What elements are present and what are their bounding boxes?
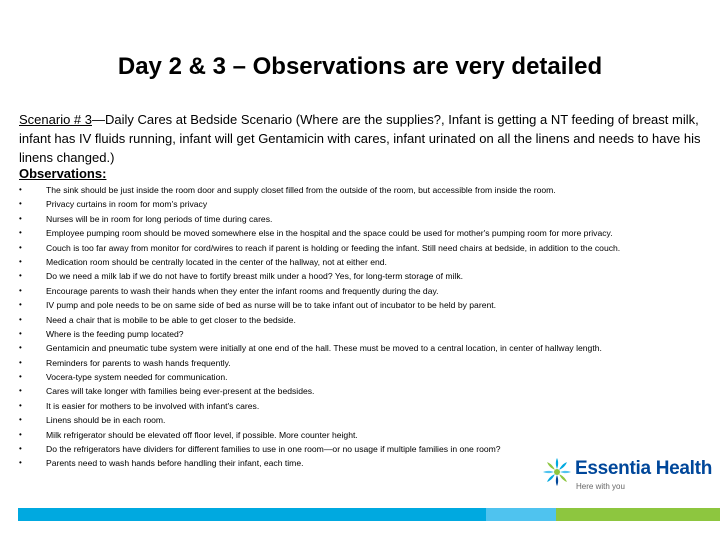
scenario-paragraph <box>19 110 709 167</box>
observation-item: • Employee pumping room should be moved somewhere else in the hospital and the space could be used for mother's pumping room for more privacy. <box>19 226 719 240</box>
observation-item: • Gentamicin and pneumatic tube system were initially at one end of the hall. These must be moved to a central location, in center of hallway length. <box>19 341 719 355</box>
scenario-text: —Daily Cares at Bedside Scenario (Where are the supplies?, Infant is getting a NT feeding of breast milk, infant has IV fluids running, infant will get Gentamicin with cares, infant urinated on all the linens and needs to have his linens changed.) <box>19 112 701 165</box>
observation-item: • Privacy curtains in room for mom's privacy <box>19 197 719 211</box>
observations-list <box>19 183 719 471</box>
footer-bar-light-blue <box>486 508 556 521</box>
observation-item: • Nurses will be in room for long periods of time during cares. <box>19 212 719 226</box>
logo-tagline: Here with you <box>576 482 625 491</box>
observation-item: • Encourage parents to wash their hands when they enter the infant rooms and frequently during the day. <box>19 284 719 298</box>
essentia-health-logo <box>542 455 717 495</box>
essentia-flower-icon <box>542 457 572 487</box>
observation-item: • It is easier for mothers to be involved with infant's cares. <box>19 399 719 413</box>
logo-name: Essentia Health <box>575 458 712 479</box>
observation-item: • Cares will take longer with families being ever-present at the bedsides. <box>19 384 719 398</box>
observation-item: • Need a chair that is mobile to be able to get closer to the bedside. <box>19 313 719 327</box>
observation-item: • Do the refrigerators have dividers for different families to use in one room—or no usage if multiple families in one room? <box>19 442 719 456</box>
scenario-label: Scenario # 3 <box>19 112 92 127</box>
observation-item: • Couch is too far away from monitor for cord/wires to reach if parent is holding or feeding the infant. Still need chairs at bedside, in addition to the couch. <box>19 241 719 255</box>
observation-item: • Reminders for parents to wash hands frequently. <box>19 356 719 370</box>
observation-item: • Linens should be in each room. <box>19 413 719 427</box>
observation-item: • Do we need a milk lab if we do not have to fortify breast milk under a hood? Yes, for long-term storage of milk. <box>19 269 719 283</box>
observation-item: • The sink should be just inside the room door and supply closet filled from the outside of the room, but accessible from inside the room. <box>19 183 719 197</box>
footer-bar-green <box>556 508 720 521</box>
observation-item: • Milk refrigerator should be elevated off floor level, if possible. More counter height. <box>19 428 719 442</box>
page-title: Day 2 & 3 – Observations are very detailed <box>117 53 603 80</box>
observation-item: • Parents need to wash hands before handling their infant, each time. <box>19 456 719 470</box>
footer-bar-cyan <box>18 508 486 521</box>
observations-heading: Observations: <box>19 166 107 181</box>
observation-item: • Medication room should be centrally located in the center of the hallway, not at either end. <box>19 255 719 269</box>
footer-color-bar <box>18 508 720 521</box>
observation-item: • IV pump and pole needs to be on same side of bed as nurse will be to take infant out of incubator to be held by parent. <box>19 298 719 312</box>
observation-item: • Vocera-type system needed for communication. <box>19 370 719 384</box>
observation-item: • Where is the feeding pump located? <box>19 327 719 341</box>
